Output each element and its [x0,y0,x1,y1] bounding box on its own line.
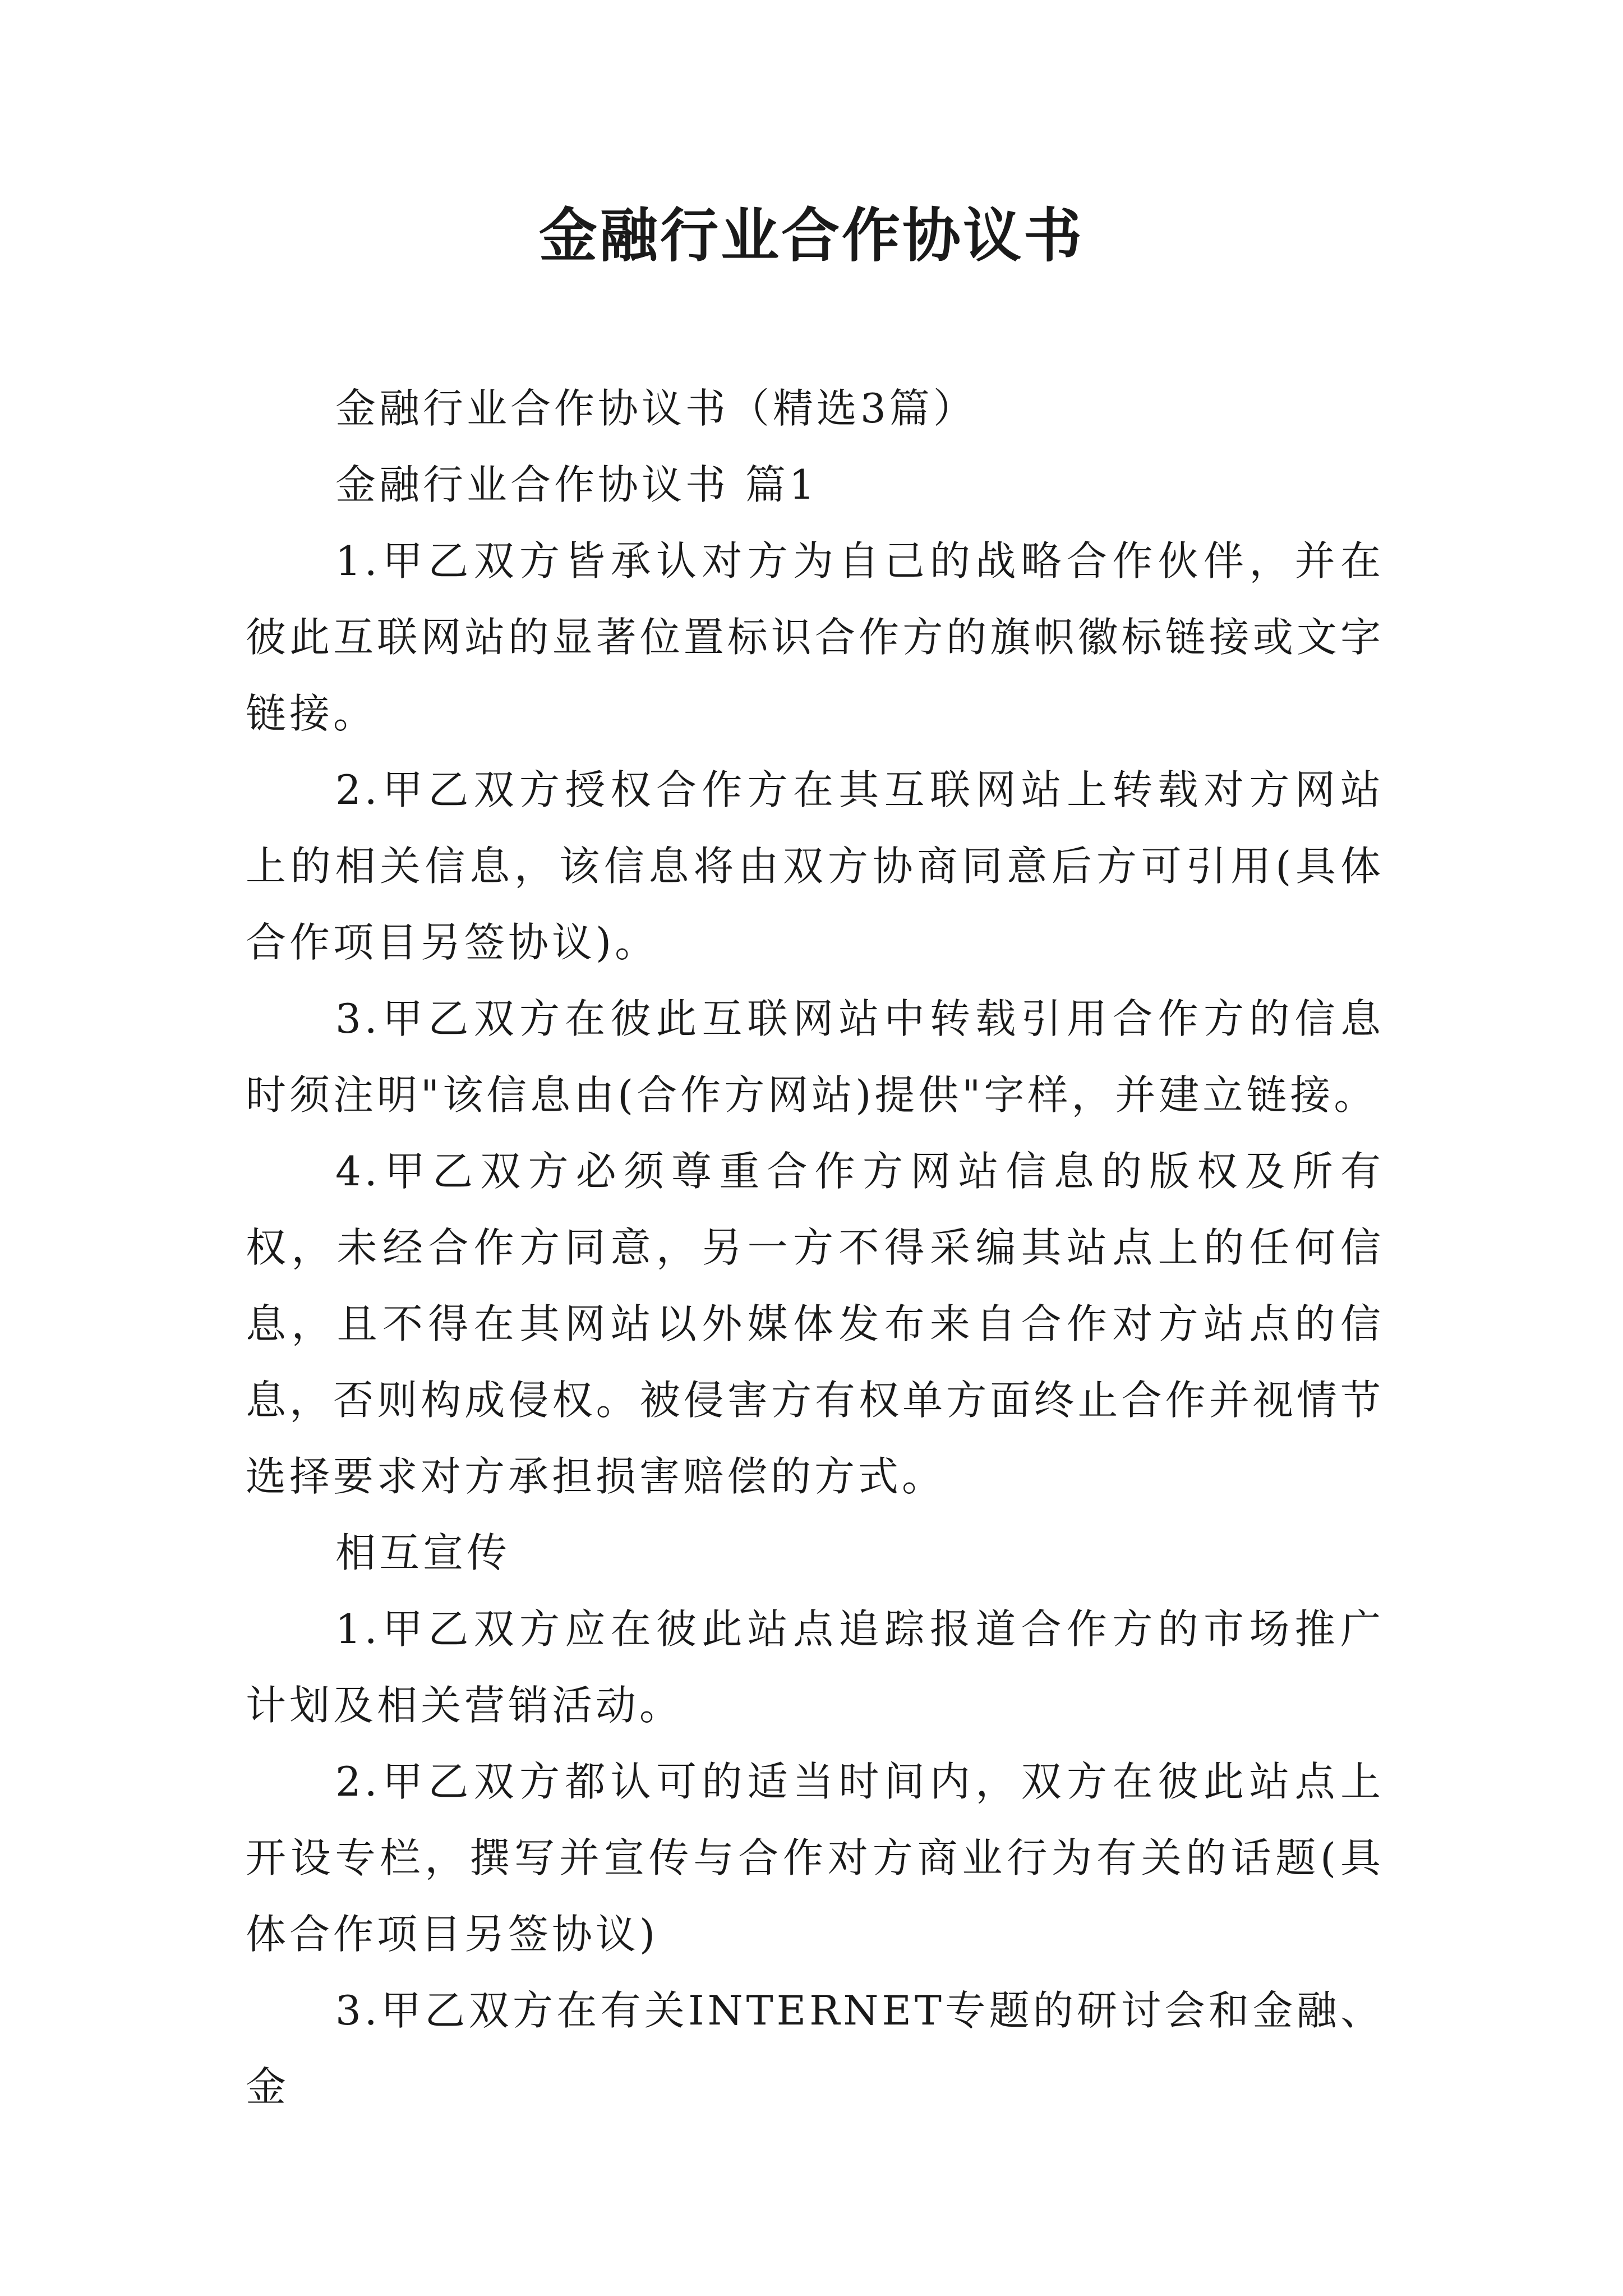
subsection-heading: 相互宣传 [335,1529,511,1576]
document-body [246,370,1384,2125]
clause-paragraph: 3.甲乙双方在有关INTERNET专题的研讨会和金融、金 [246,1987,1384,2110]
subtitle-paragraph: 金融行业合作协议书（精选3篇） [335,385,977,432]
document-title: 金融行业合作协议书 [538,201,1084,270]
clause-paragraph: 1.甲乙双方应在彼此站点追踪报道合作方的市场推广计划及相关营销活动。 [246,1605,1384,1729]
clause-paragraph: 2.甲乙双方都认可的适当时间内，双方在彼此站点上开设专栏，撰写并宣传与合作对方商业行为有关的话题(具体合作项目另签协议) [246,1758,1384,1958]
section-heading: 金融行业合作协议书 篇1 [335,461,818,508]
clause-paragraph: 1.甲乙双方皆承认对方为自己的战略合作伙伴，并在彼此互联网站的显著位置标识合作方的旗帜徽标链接或文字链接。 [246,537,1384,737]
clause-paragraph: 2.甲乙双方授权合作方在其互联网站上转载对方网站上的相关信息，该信息将由双方协商同意后方可引用(具体合作项目另签协议)。 [246,766,1384,966]
clause-paragraph: 4.甲乙双方必须尊重合作方网站信息的版权及所有权，未经合作方同意，另一方不得采编其站点上的任何信息，且不得在其网站以外媒体发布来自合作对方站点的信息，否则构成侵权。被侵害方有权单方面终止合作并视情节选择要求对方承担损害赔偿的方式。 [246,1148,1384,1500]
clause-paragraph: 3.甲乙双方在彼此互联网站中转载引用合作方的信息时须注明"该信息由(合作方网站)提供"字样，并建立链接。 [246,995,1384,1119]
